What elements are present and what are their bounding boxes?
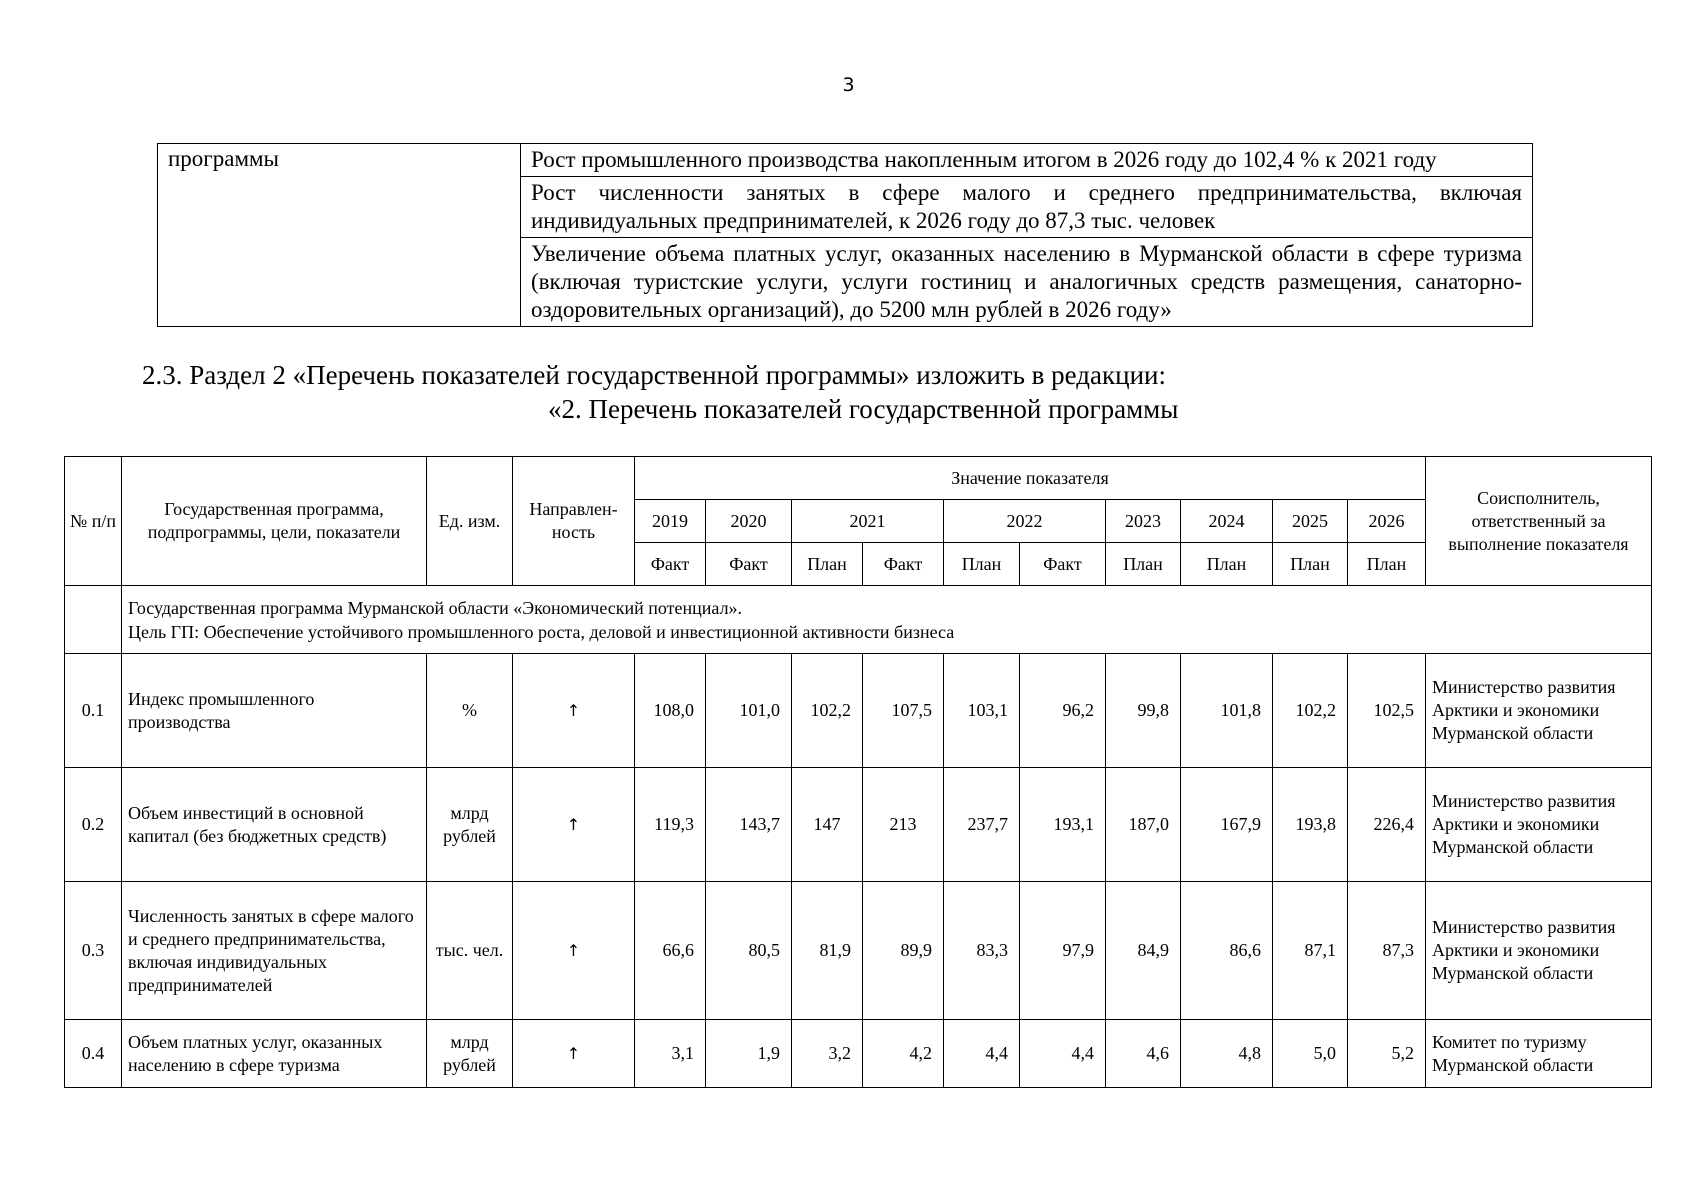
header-num: № п/п [65, 457, 122, 586]
header-year: 2022 [944, 500, 1106, 543]
value-cell: 97,9 [1020, 882, 1106, 1020]
table-row [65, 654, 1652, 768]
value-cell: 193,1 [1020, 768, 1106, 882]
responsible-cell: Комитет по туризму Мурманской области [1426, 1020, 1652, 1088]
program-label-cell: программы [158, 144, 521, 327]
value-cell: 143,7 [706, 768, 792, 882]
value-cell: 103,1 [944, 654, 1020, 768]
value-cell: 66,6 [635, 882, 706, 1020]
responsible-cell: Министерство развития Арктики и экономики Мурманской области [1426, 768, 1652, 882]
responsible-cell: Министерство развития Арктики и экономики Мурманской области [1426, 882, 1652, 1020]
value-cell: 193,8 [1273, 768, 1348, 882]
value-cell: 4,6 [1106, 1020, 1181, 1088]
arrow-up-icon: ↑ [566, 941, 581, 960]
header-subcol: Факт [635, 543, 706, 586]
header-value-group: Значение показателя [635, 457, 1426, 500]
indicators-table [64, 456, 1652, 1088]
value-cell: 4,2 [863, 1020, 944, 1088]
direction-cell [513, 882, 635, 1020]
value-cell: 167,9 [1181, 768, 1273, 882]
value-cell: 119,3 [635, 768, 706, 882]
table-title: «2. Перечень показателей государственной программы [548, 394, 1179, 424]
value-cell: 102,2 [1273, 654, 1348, 768]
value-cell: 4,4 [944, 1020, 1020, 1088]
value-cell: 107,5 [863, 654, 944, 768]
direction-cell [513, 768, 635, 882]
value-cell: 1,9 [706, 1020, 792, 1088]
indicator-name: Индекс промышленного производства [122, 654, 427, 768]
value-cell: 86,6 [1181, 882, 1273, 1020]
header-subcol: Факт [1020, 543, 1106, 586]
indicator-name: Объем платных услуг, оказанных населению в сфере туризма [122, 1020, 427, 1088]
goal-num-cell [65, 586, 122, 654]
program-goal-row [65, 586, 1652, 654]
value-cell: 101,8 [1181, 654, 1273, 768]
unit: % [427, 654, 513, 768]
header-year: 2019 [635, 500, 706, 543]
value-cell: 226,4 [1348, 768, 1426, 882]
header-subcol: План [1348, 543, 1426, 586]
direction-cell [513, 654, 635, 768]
header-subcol: Факт [706, 543, 792, 586]
table-row [65, 1020, 1652, 1088]
unit: млрд рублей [427, 1020, 513, 1088]
value-cell: 4,8 [1181, 1020, 1273, 1088]
header-year: 2026 [1348, 500, 1426, 543]
row-num: 0.4 [65, 1020, 122, 1088]
indicator-name: Объем инвестиций в основной капитал (без бюджетных средств) [122, 768, 427, 882]
arrow-up-icon: ↑ [566, 815, 581, 834]
value-cell: 237,7 [944, 768, 1020, 882]
program-goals-table [157, 143, 1533, 327]
value-cell: 5,2 [1348, 1020, 1426, 1088]
value-cell: 102,5 [1348, 654, 1426, 768]
table-row [65, 768, 1652, 882]
unit: млрд рублей [427, 768, 513, 882]
value-cell: 96,2 [1020, 654, 1106, 768]
arrow-up-icon: ↑ [566, 701, 581, 720]
program-title-line: Государственная программа Мурманской области «Экономический потенциал». [128, 597, 743, 618]
direction-cell [513, 1020, 635, 1088]
header-subcol: План [944, 543, 1020, 586]
header-subcol: План [1181, 543, 1273, 586]
value-cell: 99,8 [1106, 654, 1181, 768]
row-num: 0.3 [65, 882, 122, 1020]
value-cell: 187,0 [1106, 768, 1181, 882]
value-cell: 147 [792, 768, 863, 882]
unit: тыс. чел. [427, 882, 513, 1020]
header-program: Государственная программа, подпрограммы, цели, показатели [122, 457, 427, 586]
value-cell: 108,0 [635, 654, 706, 768]
value-cell: 84,9 [1106, 882, 1181, 1020]
value-cell: 213 [863, 768, 944, 882]
header-year: 2024 [1181, 500, 1273, 543]
header-year: 2020 [706, 500, 792, 543]
value-cell: 102,2 [792, 654, 863, 768]
goal-item: Рост численности занятых в сфере малого и среднего предпринимательства, включая индивидуальных предпринимателей, к 2026 году до 87,3 тыс. человек [521, 177, 1533, 238]
header-unit: Ед. изм. [427, 457, 513, 586]
arrow-up-icon: ↑ [566, 1044, 581, 1063]
value-cell: 89,9 [863, 882, 944, 1020]
value-cell: 87,3 [1348, 882, 1426, 1020]
header-subcol: План [1273, 543, 1348, 586]
value-cell: 101,0 [706, 654, 792, 768]
goal-cell [122, 586, 1652, 654]
header-subcol: План [1106, 543, 1181, 586]
row-num: 0.1 [65, 654, 122, 768]
header-direction: Направлен-ность [513, 457, 635, 586]
header-year: 2021 [792, 500, 944, 543]
row-num: 0.2 [65, 768, 122, 882]
responsible-cell: Министерство развития Арктики и экономики Мурманской области [1426, 654, 1652, 768]
goal-item: Увеличение объема платных услуг, оказанных населению в Мурманской области в сфере туризма (включая туристские услуги, услуги гостиниц и аналогичных средств размещения, санаторно-оздоровительных организаций), до 5200 млн рублей в 2026 году» [521, 238, 1533, 327]
value-cell: 87,1 [1273, 882, 1348, 1020]
value-cell: 3,1 [635, 1020, 706, 1088]
indicator-name: Численность занятых в сфере малого и среднего предпринимательства, включая индивидуальных предпринимателей [122, 882, 427, 1020]
table-row [65, 882, 1652, 1020]
header-subcol: Факт [863, 543, 944, 586]
section-heading: 2.3. Раздел 2 «Перечень показателей государственной программы» изложить в редакции: [142, 360, 1166, 390]
value-cell: 80,5 [706, 882, 792, 1020]
program-goal-line: Цель ГП: Обеспечение устойчивого промышленного роста, деловой и инвестиционной активности бизнеса [128, 621, 955, 642]
header-year: 2025 [1273, 500, 1348, 543]
value-cell: 5,0 [1273, 1020, 1348, 1088]
value-cell: 83,3 [944, 882, 1020, 1020]
header-year: 2023 [1106, 500, 1181, 543]
value-cell: 3,2 [792, 1020, 863, 1088]
header-responsible: Соисполнитель, ответственный за выполнение показателя [1426, 457, 1652, 586]
page-number: 3 [842, 74, 855, 96]
value-cell: 81,9 [792, 882, 863, 1020]
value-cell: 4,4 [1020, 1020, 1106, 1088]
goal-item: Рост промышленного производства накопленным итогом в 2026 году до 102,4 % к 2021 году [521, 144, 1533, 177]
header-subcol: План [792, 543, 863, 586]
